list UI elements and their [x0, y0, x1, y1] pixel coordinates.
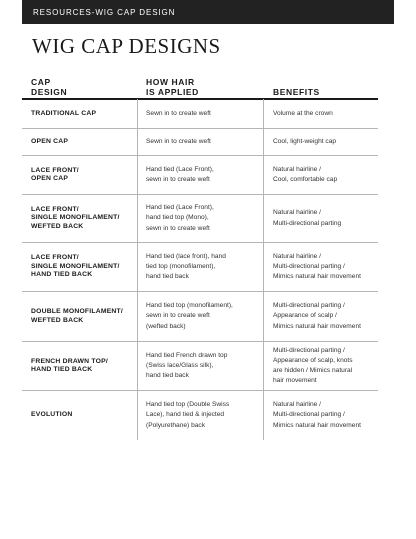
benefits-cell: Multi-directional parting / Appearance of scalp / Mimics natural hair movement [273, 302, 361, 330]
how-applied-cell: Sewn in to create weft [146, 109, 211, 117]
benefits-cell: Multi-directional parting / Appearance of scalp, knots are hidden / Mimics natural hair movement [273, 346, 353, 385]
benefits-cell: Natural hairline / Cool, comfortable cap [273, 165, 338, 183]
benefits-cell: Natural hairline / Multi-directional parting / Mimics natural hair movement [273, 401, 361, 429]
header-label: RESOURCES-WIG CAP DESIGN [33, 7, 176, 17]
column-header-benefits: BENEFITS [273, 87, 320, 97]
how-applied-cell: Hand tied (Lace Front), sewn in to create weft [146, 165, 214, 183]
how-applied-cell: Sewn in to create weft [146, 137, 211, 145]
cap-design-cell: TRADITIONAL CAP [31, 109, 97, 117]
how-applied-cell: Hand tied (Lace Front), hand tied top (Mono), sewn in to create weft [146, 204, 214, 232]
table-row [22, 129, 378, 156]
cap-design-cell: LACE FRONT/ SINGLE MONOFILAMENT/ WEFTED BACK [31, 205, 120, 230]
how-applied-cell: Hand tied top (monofilament), sewn in to create weft (wefted back) [146, 302, 233, 330]
benefits-cell: Natural hairline / Multi-directional parting [273, 209, 342, 227]
cap-design-cell: EVOLUTION [31, 411, 73, 419]
benefits-cell: Cool, light-weight cap [273, 137, 337, 145]
benefits-cell: Volume at the crown [273, 109, 333, 117]
page-title: WIG CAP DESIGNS [32, 34, 221, 58]
table-row [22, 100, 378, 129]
how-applied-cell: Hand tied French drawn top (Swiss lace/Glass silk), hand tied back [146, 351, 228, 380]
table-row [22, 391, 378, 440]
column-header-how-applied: HOW HAIR IS APPLIED [146, 77, 199, 97]
cap-design-cell: OPEN CAP [31, 137, 69, 145]
cap-design-cell: FRENCH DRAWN TOP/ HAND TIED BACK [31, 357, 108, 373]
table-row [22, 342, 378, 391]
header-bar [22, 0, 394, 24]
cap-design-cell: LACE FRONT/ OPEN CAP [31, 166, 79, 182]
how-applied-cell: Hand tied top (Double Swiss Lace), hand tied & injected (Polyurethane) back [146, 401, 230, 429]
cap-design-cell: DOUBLE MONOFILAMENT/ WEFTED BACK [31, 308, 123, 324]
table-row [22, 156, 378, 195]
table-row [22, 292, 378, 342]
how-applied-cell: Hand tied (lace front), hand tied top (monofilament), hand tied back [146, 252, 226, 281]
column-header-cap-design: CAP DESIGN [31, 77, 68, 97]
cap-design-cell: LACE FRONT/ SINGLE MONOFILAMENT/ HAND TIED BACK [31, 254, 120, 279]
table-row [22, 195, 378, 243]
table-row [22, 243, 378, 292]
benefits-cell: Natural hairline / Multi-directional parting / Mimics natural hair movement [273, 252, 361, 281]
